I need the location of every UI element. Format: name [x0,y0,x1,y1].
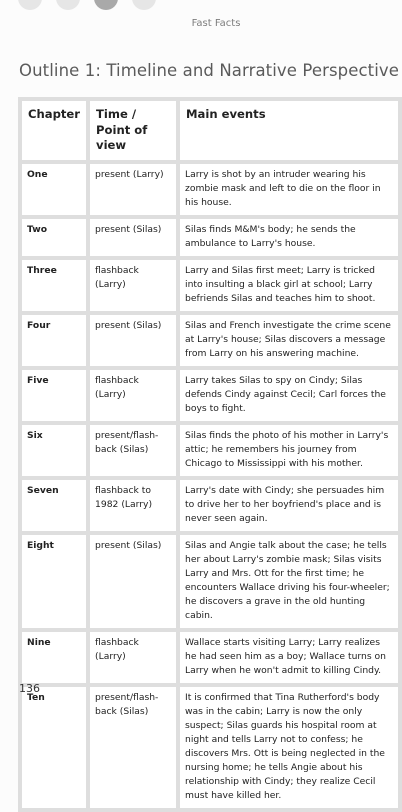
chapter-cell: Nine [22,632,86,683]
chapter-cell: Three [22,260,86,311]
table-row [22,425,398,476]
chapter-cell: Two [22,219,86,256]
events-cell: Larry is shot by an intruder wearing his zombie mask and left to die on the floor in his house. [180,164,398,215]
pov-cell: flashback (Larry) [90,632,176,683]
chapter-cell: Five [22,370,86,421]
page-number: 136 [19,682,40,695]
events-cell: Silas finds the photo of his mother in Larry's attic; he remembers his journey from Chicago to Mississippi with his mother. [180,425,398,476]
pov-cell: present/flash-back (Silas) [90,425,176,476]
column-header: Main events [180,101,398,160]
outline-table-container [18,97,402,812]
events-cell: It is confirmed that Tina Rutherford's body was in the cabin; Larry is now the only suspect; Silas guards his hospital room at night and tells Larry not to confess; he discovers Mrs. Ott is being neglected in the nursing home; he tells Angie about his relationship with Cindy; they realize Cecil must have killed her. [180,687,398,808]
chapter-cell: One [22,164,86,215]
page-indicator-dots [18,0,156,10]
table-header-row [22,101,398,160]
pov-cell: present (Silas) [90,535,176,628]
pov-cell: flashback (Larry) [90,260,176,311]
outline-table [18,97,402,812]
chapter-cell: Four [22,315,86,366]
table-row [22,315,398,366]
events-cell: Larry takes Silas to spy on Cindy; Silas defends Cindy against Cecil; Carl forces the boys to fight. [180,370,398,421]
table-row [22,535,398,628]
table-row [22,687,398,808]
table-row [22,260,398,311]
events-cell: Silas and Angie talk about the case; he tells her about Larry's zombie mask; Silas visits Larry and Mrs. Ott for the first time; he encounters Wallace driving his four-wheeler; he discovers a grave in the old hunting cabin. [180,535,398,628]
table-row [22,219,398,256]
page-dot[interactable] [132,0,156,10]
events-cell: Wallace starts visiting Larry; Larry realizes he had seen him as a boy; Wallace turns on Larry when he won't admit to killing Cindy. [180,632,398,683]
pov-cell: present (Silas) [90,219,176,256]
table-row [22,632,398,683]
pov-cell: present (Silas) [90,315,176,366]
pov-cell: present/flash-back (Silas) [90,687,176,808]
chapter-cell: Ten [22,687,86,808]
pov-cell: flashback (Larry) [90,370,176,421]
events-cell: Larry and Silas first meet; Larry is tricked into insulting a black girl at school; Larry befriends Silas and teaches him to shoot. [180,260,398,311]
events-cell: Larry's date with Cindy; she persuades him to drive her to her boyfriend's place and is never seen again. [180,480,398,531]
table-row [22,480,398,531]
table-row [22,370,398,421]
chapter-cell: Eight [22,535,86,628]
pov-cell: flashback to 1982 (Larry) [90,480,176,531]
pov-cell: present (Larry) [90,164,176,215]
chapter-cell: Seven [22,480,86,531]
events-cell: Silas and French investigate the crime scene at Larry's house; Silas discovers a message from Larry on his answering machine. [180,315,398,366]
column-header: Chapter [22,101,86,160]
column-header: Time / Point of view [90,101,176,160]
page-dot[interactable] [18,0,42,10]
page-dot[interactable] [56,0,80,10]
page-dot-active[interactable] [94,0,118,10]
events-cell: Silas finds M&M's body; he sends the ambulance to Larry's house. [180,219,398,256]
section-label: Fast Facts [191,18,241,29]
page-title: Outline 1: Timeline and Narrative Perspective [19,61,400,80]
chapter-cell: Six [22,425,86,476]
table-row [22,164,398,215]
